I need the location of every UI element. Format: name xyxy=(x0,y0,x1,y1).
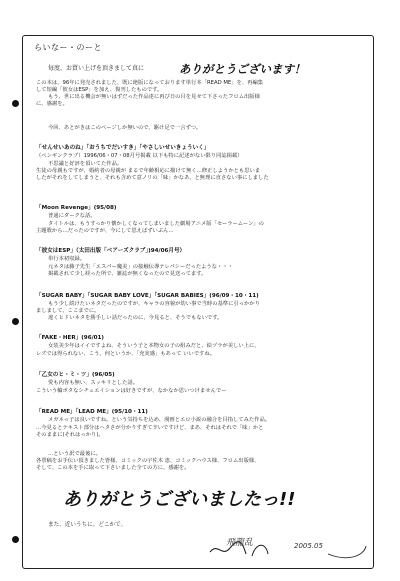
section-line: （ペンギンクラブ）1996/06・07・08月号掲載 以下も特に記述がない限り同誌掲載） xyxy=(36,153,243,159)
section-line: レズでは得られない、こう、何というか、「充実感」もあって いいですね。 xyxy=(36,351,215,357)
section-line: 不思議と好評を頂いてた作品。 xyxy=(48,161,123,167)
closing-line: …という訳で最後に。 xyxy=(48,451,101,457)
section-heading: 「SUGAR BABY」「SUGAR BABY LOVE」「SUGAR BABIES」(96/09・10・11) xyxy=(36,293,259,299)
binding-hole xyxy=(12,536,19,543)
section-line: メガネっ子は良いですね。という気持ちを込め、漫画とエロ小説の融合を目指してみた作品。 xyxy=(48,417,271,423)
section-heading: 「Moon Revenge」(95/08) xyxy=(36,205,117,211)
signature-date: 2005.05 xyxy=(294,542,323,550)
section-line: もう少し続けたいネタだったのですが、キャラの容貌が幼い事で当時の基準に引っかかり xyxy=(48,301,260,307)
section-line: したがそれをしてしまうと、それも含めて意ノリの「味」かなあ、と無理に直さない事にしました xyxy=(36,175,269,181)
section-line: 愛も内容も無い、スッキリとした話。 xyxy=(48,380,138,386)
section-heading: 「READ ME」「LEAD ME」(95/10・11) xyxy=(36,409,148,415)
signature xyxy=(208,536,368,566)
section-line: 元ネタは藤子先生「エスパー魔美」の接触伝導テレパシーだったような・・・ xyxy=(48,264,233,270)
section-line: タイトルは、もうすっかり懐かしくなってしまいました劇場アニメ版「セーラームーン」の xyxy=(48,221,264,227)
section-heading: 「FAKE・HER」(96/01) xyxy=(36,335,104,341)
closing-line: 各票稿をお手伝い頂きました皆様、コミックの宇佐木 恵、コミックハウス様、フロム出版様、 xyxy=(36,458,260,464)
binding-hole xyxy=(12,318,19,325)
section-heading: 「せんせいあのね」「おうちでだいすき」「やさしいせいきょういく」 xyxy=(36,145,210,151)
section-line: ましまして、ここまでに。 xyxy=(36,308,100,314)
intro-line: に、感謝を。 xyxy=(36,101,68,107)
intro-line: して短編「彼女はESP」を加え、復刊したものです。 xyxy=(36,87,163,93)
section-line: 主題歌から…だったのですが、今にして思えばずいぶん… xyxy=(36,228,174,234)
section-heading: 「乙女のヒ・ミ・ツ」(96/05) xyxy=(36,372,115,378)
section-line: 単行本初収録。 xyxy=(48,256,86,262)
section-heading: 「彼女はESP」（太田出版「ベアーズクラブ」)94/06月号） xyxy=(36,248,186,254)
section-line: 普通にダークな話。 xyxy=(48,213,96,219)
closing-line: そして、この本を手に取って下さいました全ての方に、感謝を。 xyxy=(36,465,190,471)
section-line: …今見るとテキスト部分はヘタさが分かりすぎて辛いですけど、まあ、それはそれで「味」かと xyxy=(36,425,264,431)
closing-thanks: ありがとうございましたっ!! xyxy=(63,489,296,510)
page-title: らいなー・のーと xyxy=(34,43,102,52)
farewell: また、近いうちに。どこかで。 xyxy=(48,522,127,528)
section-line: そのままに(それはっかり)。 xyxy=(36,432,104,438)
intro-lead: 毎度、お買い上げを頂きまして真に xyxy=(48,65,145,72)
section-line: 生徒の母親もですが、婚約者の母親が まるで年齢相応に描けて無く…修正しようかとも思いま xyxy=(36,168,261,174)
signature-name: 飛龍乱 xyxy=(226,538,254,548)
binding-hole xyxy=(12,100,19,107)
note-line: 今回、あとがきはこのページしか無いので、駆け足で一言ずつ。 xyxy=(48,125,202,131)
intro-line: この本は、96年に発売されました、既に絶版になっております単行本「READ ME」を、再編集 xyxy=(36,80,264,86)
section-line: 違くヒドいネタを勝手しい話だったのに、今見ると、そうでもないです。 xyxy=(48,315,223,321)
section-line: こういう輪ボタなシチュエイションは好きですが、なかなか思いつけませんでー xyxy=(36,388,227,394)
section-line: 掲載されて少し経った所で、雑誌が無くなったので見送ってます。 xyxy=(48,271,207,277)
intro-line: もう、世に出る機会が無いはずだった作品達に再び日の目を見せて下さったフロム出版様 xyxy=(48,94,260,100)
intro-thanks: ありがとうございます！ xyxy=(179,62,306,76)
section-line: 女装美少年はイイですよね、そういう子と本物女の子の組みだと、絵ヅラが美しい上に、 xyxy=(48,343,260,349)
